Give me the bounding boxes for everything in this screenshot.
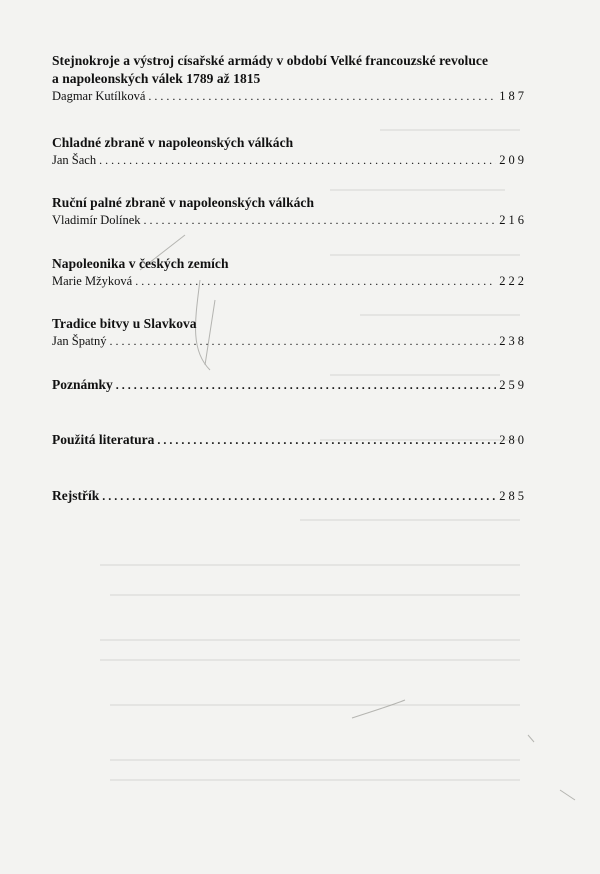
entry-title: Poznámky xyxy=(52,377,113,392)
entry-page-number: 216 xyxy=(499,213,527,227)
toc-entry xyxy=(52,315,527,349)
dot-leader xyxy=(110,333,497,349)
dot-leader xyxy=(144,212,497,228)
entry-author-line xyxy=(52,152,527,168)
toc-entry xyxy=(52,134,527,168)
entry-line xyxy=(52,488,527,504)
entry-author: Jan Šach xyxy=(52,153,97,167)
entry-title-continued: a napoleonských válek 1789 až 1815 xyxy=(52,71,261,86)
dot-leader xyxy=(102,488,496,504)
entry-author-line xyxy=(52,88,527,104)
entry-author-line xyxy=(52,333,527,349)
toc-entry xyxy=(52,432,527,448)
entry-page-number: 259 xyxy=(499,378,527,392)
entry-page-number: 285 xyxy=(499,489,527,503)
entry-page-number: 238 xyxy=(499,334,527,348)
toc-entry xyxy=(52,194,527,228)
toc-entry xyxy=(52,52,527,104)
entry-title: Ruční palné zbraně v napoleonských válkách xyxy=(52,195,315,210)
entry-title: Tradice bitvy u Slavkova xyxy=(52,316,197,331)
entry-author: Jan Špatný xyxy=(52,334,107,348)
dot-leader xyxy=(135,273,496,289)
entry-title: Chladné zbraně v napoleonských válkách xyxy=(52,135,294,150)
dot-leader xyxy=(99,152,496,168)
entry-title: Použitá literatura xyxy=(52,432,155,447)
entry-title: Napoleonika v českých zemích xyxy=(52,256,229,271)
dot-leader xyxy=(116,377,497,393)
entry-title: Stejnokroje a výstroj císařské armády v období Velké francouzské revoluce xyxy=(52,53,489,68)
toc-entry xyxy=(52,255,527,289)
toc-entry xyxy=(52,488,527,504)
entry-author: Dagmar Kutílková xyxy=(52,89,146,103)
entry-page-number: 280 xyxy=(499,433,527,447)
entry-page-number: 222 xyxy=(499,274,527,288)
dot-leader xyxy=(157,432,496,448)
toc-entry xyxy=(52,377,527,393)
entry-author: Vladimír Dolínek xyxy=(52,213,141,227)
dot-leader xyxy=(148,88,496,104)
entry-page-number: 187 xyxy=(499,89,527,103)
entry-line xyxy=(52,432,527,448)
entry-title: Rejstřík xyxy=(52,488,100,503)
entry-page-number: 209 xyxy=(499,153,527,167)
entry-author: Marie Mžyková xyxy=(52,274,133,288)
entry-author-line xyxy=(52,273,527,289)
entry-line xyxy=(52,377,527,393)
entry-author-line xyxy=(52,212,527,228)
